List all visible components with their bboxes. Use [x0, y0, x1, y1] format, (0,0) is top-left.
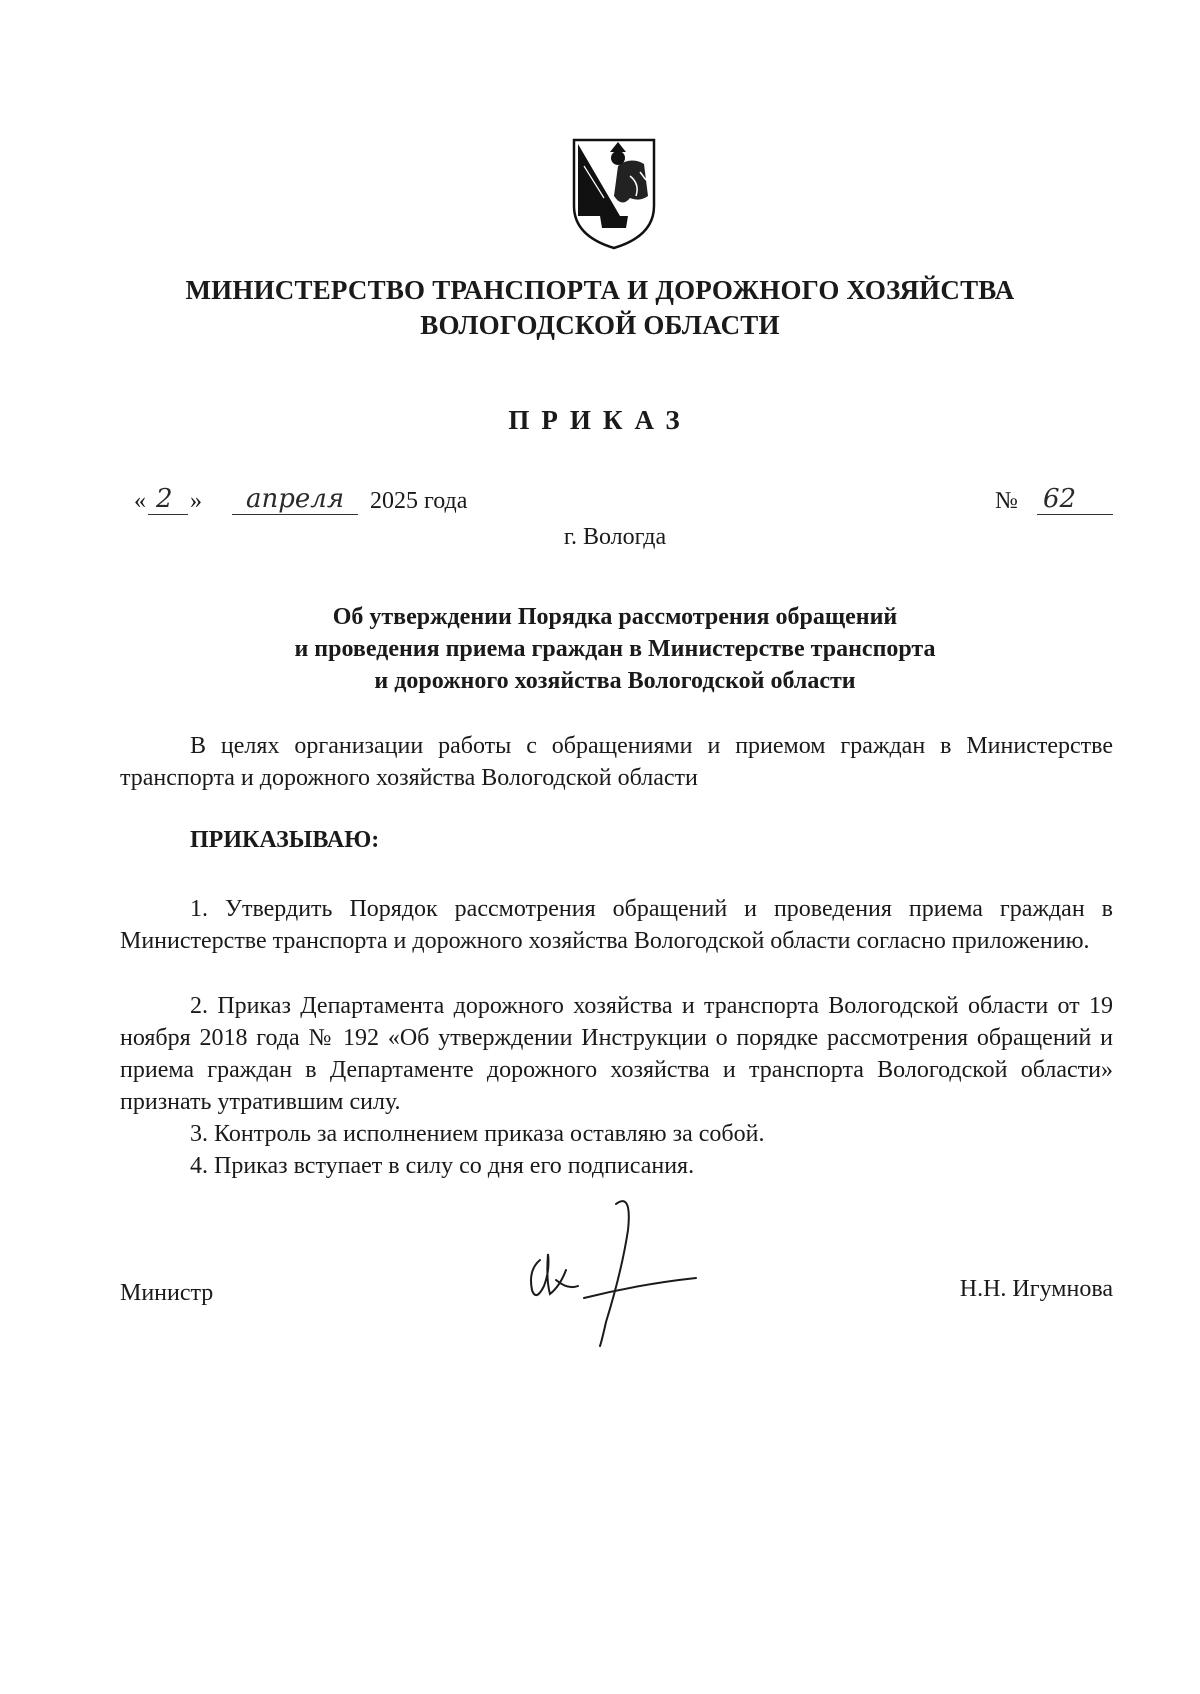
vologda-coat-of-arms-icon — [570, 136, 658, 252]
signer-name: Н.Н. Игумнова — [959, 1276, 1113, 1302]
document-type: ПРИКАЗ — [508, 405, 692, 435]
date-year: 2025 года — [370, 488, 468, 514]
order-item-4 — [120, 1150, 1113, 1182]
order-item-3-text: 3. Контроль за исполнением приказа оставляю за собой. — [190, 1121, 765, 1147]
number-underline — [1037, 514, 1113, 515]
intro-text: В целях организации работы с обращениями и приемом граждан в Министерстве транспорта и дорожного хозяйства Вологодской области — [120, 733, 1113, 791]
handwritten-signature-icon — [520, 1190, 720, 1350]
number-label: № — [995, 488, 1018, 514]
date-day-underline — [148, 514, 188, 515]
date-day-handwritten: 2 — [156, 484, 173, 514]
number-handwritten: 62 — [1043, 484, 1077, 514]
city: г. Вологда — [563, 524, 667, 550]
intro-paragraph — [120, 730, 1113, 794]
order-item-3 — [120, 1118, 1113, 1150]
date-quote-open: « — [134, 488, 146, 514]
order-item-1 — [120, 893, 1113, 957]
date-quote-close: » — [190, 488, 202, 514]
order-title-line2: и проведения приема граждан в Министерстве транспорта — [294, 636, 936, 662]
organization-name-line2: ВОЛОГОДСКОЙ ОБЛАСТИ — [420, 310, 780, 340]
order-title-line1: Об утверждении Порядка рассмотрения обращений — [332, 604, 898, 630]
order-title-line3: и дорожного хозяйства Вологодской области — [374, 668, 856, 694]
order-item-2-text: 2. Приказ Департамента дорожного хозяйства и транспорта Вологодской области от 19 ноября 2018 года № 192 «Об утверждении Инструкции о порядке рассмотрения обращений и приема граждан в Департаменте дорожного хозяйства и транспорта Вологодской области» признать утратившим силу. — [120, 993, 1113, 1115]
order-date — [134, 484, 514, 528]
date-month-handwritten: апреля — [246, 484, 345, 514]
order-item-2 — [120, 990, 1113, 1118]
organization-name-line1: МИНИСТЕРСТВО ТРАНСПОРТА И ДОРОЖНОГО ХОЗЯЙСТВА — [185, 275, 1015, 305]
date-month-underline — [232, 514, 358, 515]
signer-position: Министр — [120, 1280, 214, 1306]
order-number — [995, 484, 1115, 528]
order-word: ПРИКАЗЫВАЮ: — [190, 827, 380, 853]
order-item-1-text: 1. Утвердить Порядок рассмотрения обращений и проведения приема граждан в Министерстве транспорта и дорожного хозяйства Вологодской области согласно приложению. — [120, 896, 1113, 954]
order-item-4-text: 4. Приказ вступает в силу со дня его подписания. — [190, 1153, 695, 1179]
